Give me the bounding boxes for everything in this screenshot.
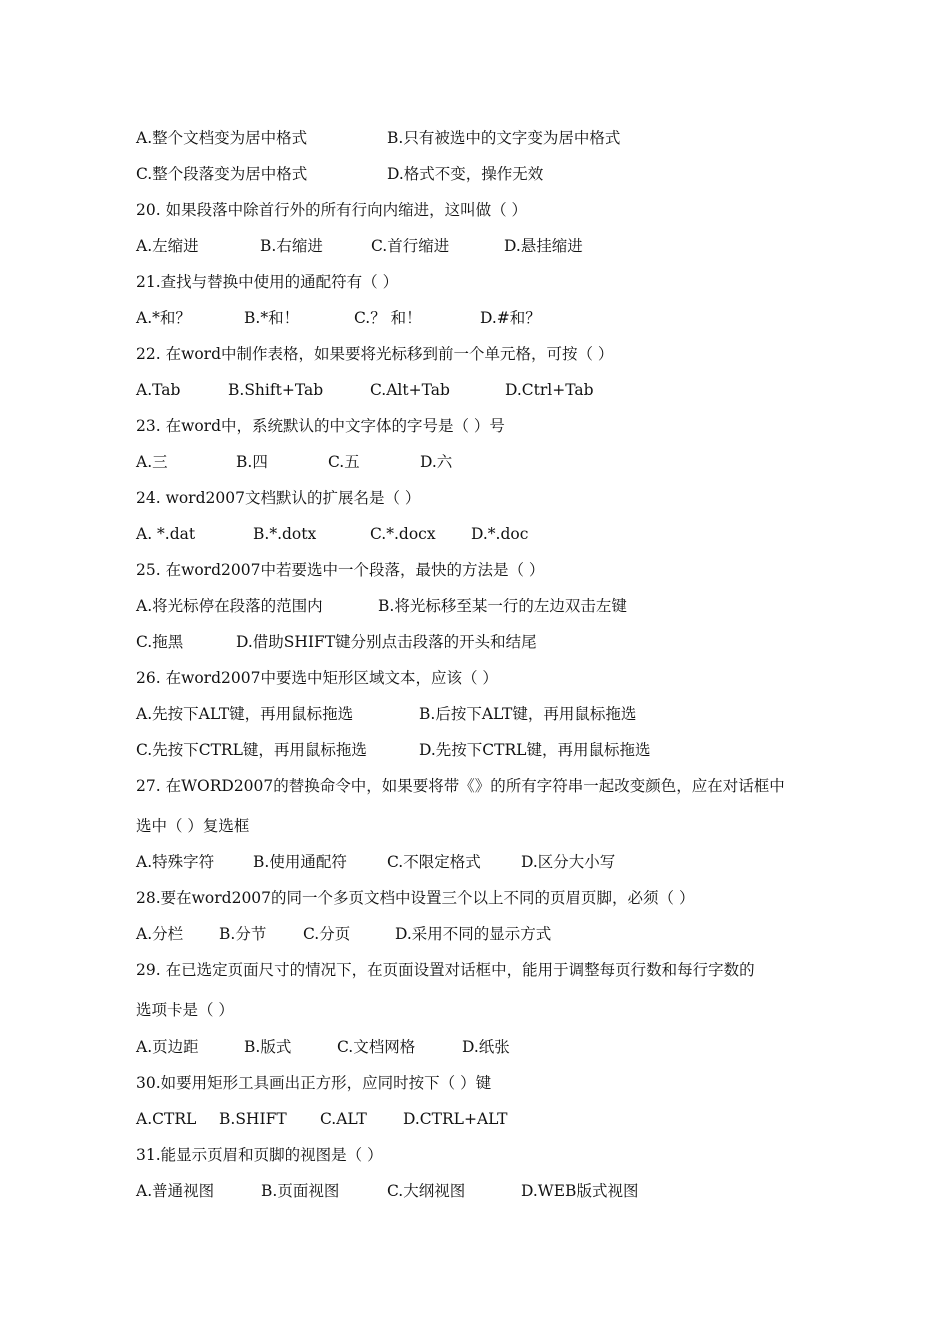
question-text: 选中（ ）复选框: [136, 817, 250, 835]
answer-option: A.三: [136, 453, 168, 471]
question-text: 26. 在word2007中要选中矩形区域文本，应该（ ）: [136, 669, 498, 687]
answer-option: A.先按下ALT键，再用鼠标拖选: [136, 705, 354, 723]
answer-option: D.#和？: [480, 309, 541, 327]
answer-option: D.Ctrl+Tab: [505, 381, 594, 399]
answer-option: B.使用通配符: [253, 853, 347, 871]
answer-option: A. *.dat: [136, 525, 196, 543]
answer-option: D.借助SHIFT键分别点击段落的开头和结尾: [236, 633, 537, 651]
answer-option: C.ALT: [320, 1110, 367, 1128]
answer-option: B.后按下ALT键，再用鼠标拖选: [419, 705, 637, 723]
answer-option: D.格式不变，操作无效: [387, 165, 544, 183]
answer-option: D.先按下CTRL键，再用鼠标拖选: [419, 741, 651, 759]
answer-option: B.SHIFT: [219, 1110, 287, 1128]
answer-option: A.将光标停在段落的范围内: [136, 597, 323, 615]
answer-option: A.页边距: [136, 1038, 199, 1056]
answer-option: C.？ 和！: [354, 309, 422, 327]
answer-option: D.六: [420, 453, 453, 471]
answer-option: D.悬挂缩进: [504, 237, 583, 255]
answer-option: C.文档网格: [337, 1038, 416, 1056]
answer-option: B.*和！: [244, 309, 300, 327]
question-text: 23. 在word中，系统默认的中文字体的字号是（ ）号: [136, 417, 505, 435]
answer-option: B.页面视图: [261, 1182, 340, 1200]
answer-option: B.右缩进: [260, 237, 323, 255]
question-text: 30.如要用矩形工具画出正方形，应同时按下（ ）键: [136, 1074, 492, 1092]
answer-option: C.*.docx: [370, 525, 436, 543]
answer-option: C.Alt+Tab: [370, 381, 450, 399]
answer-option: B.只有被选中的文字变为居中格式: [387, 129, 621, 147]
question-text: 31.能显示页眉和页脚的视图是（ ）: [136, 1146, 383, 1164]
answer-option: D.纸张: [462, 1038, 510, 1056]
answer-option: D.*.doc: [471, 525, 529, 543]
answer-option: A.普通视图: [136, 1182, 215, 1200]
answer-option: B.*.dotx: [253, 525, 317, 543]
answer-option: B.分节: [219, 925, 267, 943]
question-text: 29. 在已选定页面尺寸的情况下，在页面设置对话框中，能用于调整每页行数和每行字数的: [136, 961, 755, 979]
answer-option: A.特殊字符: [136, 853, 215, 871]
answer-option: A.*和？: [136, 309, 191, 327]
answer-option: B.Shift+Tab: [228, 381, 324, 399]
question-text: 27. 在WORD2007的替换命令中，如果要将带《》的所有字符串一起改变颜色，应在对话框中: [136, 777, 785, 795]
answer-option: C.整个段落变为居中格式: [136, 165, 308, 183]
answer-option: C.不限定格式: [387, 853, 481, 871]
answer-option: B.四: [236, 453, 268, 471]
answer-option: C.首行缩进: [371, 237, 450, 255]
answer-option: A.CTRL: [136, 1110, 197, 1128]
question-text: 选项卡是（ ）: [136, 1001, 234, 1019]
question-text: 20. 如果段落中除首行外的所有行向内缩进，这叫做（ ）: [136, 201, 528, 219]
question-text: 25. 在word2007中若要选中一个段落，最快的方法是（ ）: [136, 561, 545, 579]
answer-option: C.先按下CTRL键，再用鼠标拖选: [136, 741, 367, 759]
question-text: 28.要在word2007的同一个多页文档中设置三个以上不同的页眉页脚，必须（ ）: [136, 889, 695, 907]
answer-option: A.Tab: [136, 381, 181, 399]
answer-option: C.拖黑: [136, 633, 184, 651]
question-text: 24. word2007文档默认的扩展名是（ ）: [136, 489, 421, 507]
answer-option: D.WEB版式视图: [521, 1182, 639, 1200]
answer-option: C.大纲视图: [387, 1182, 466, 1200]
answer-option: A.整个文档变为居中格式: [136, 129, 308, 147]
question-text: 22. 在word中制作表格，如果要将光标移到前一个单元格，可按（ ）: [136, 345, 614, 363]
answer-option: B.将光标移至某一行的左边双击左键: [378, 597, 627, 615]
answer-option: D.区分大小写: [521, 853, 616, 871]
answer-option: C.五: [328, 453, 360, 471]
answer-option: B.版式: [244, 1038, 292, 1056]
question-text: 21.查找与替换中使用的通配符有（ ）: [136, 273, 399, 291]
answer-option: D.CTRL+ALT: [403, 1110, 508, 1128]
answer-option: A.左缩进: [136, 237, 199, 255]
answer-option: D.采用不同的显示方式: [395, 925, 552, 943]
answer-option: A.分栏: [136, 925, 184, 943]
answer-option: C.分页: [303, 925, 351, 943]
